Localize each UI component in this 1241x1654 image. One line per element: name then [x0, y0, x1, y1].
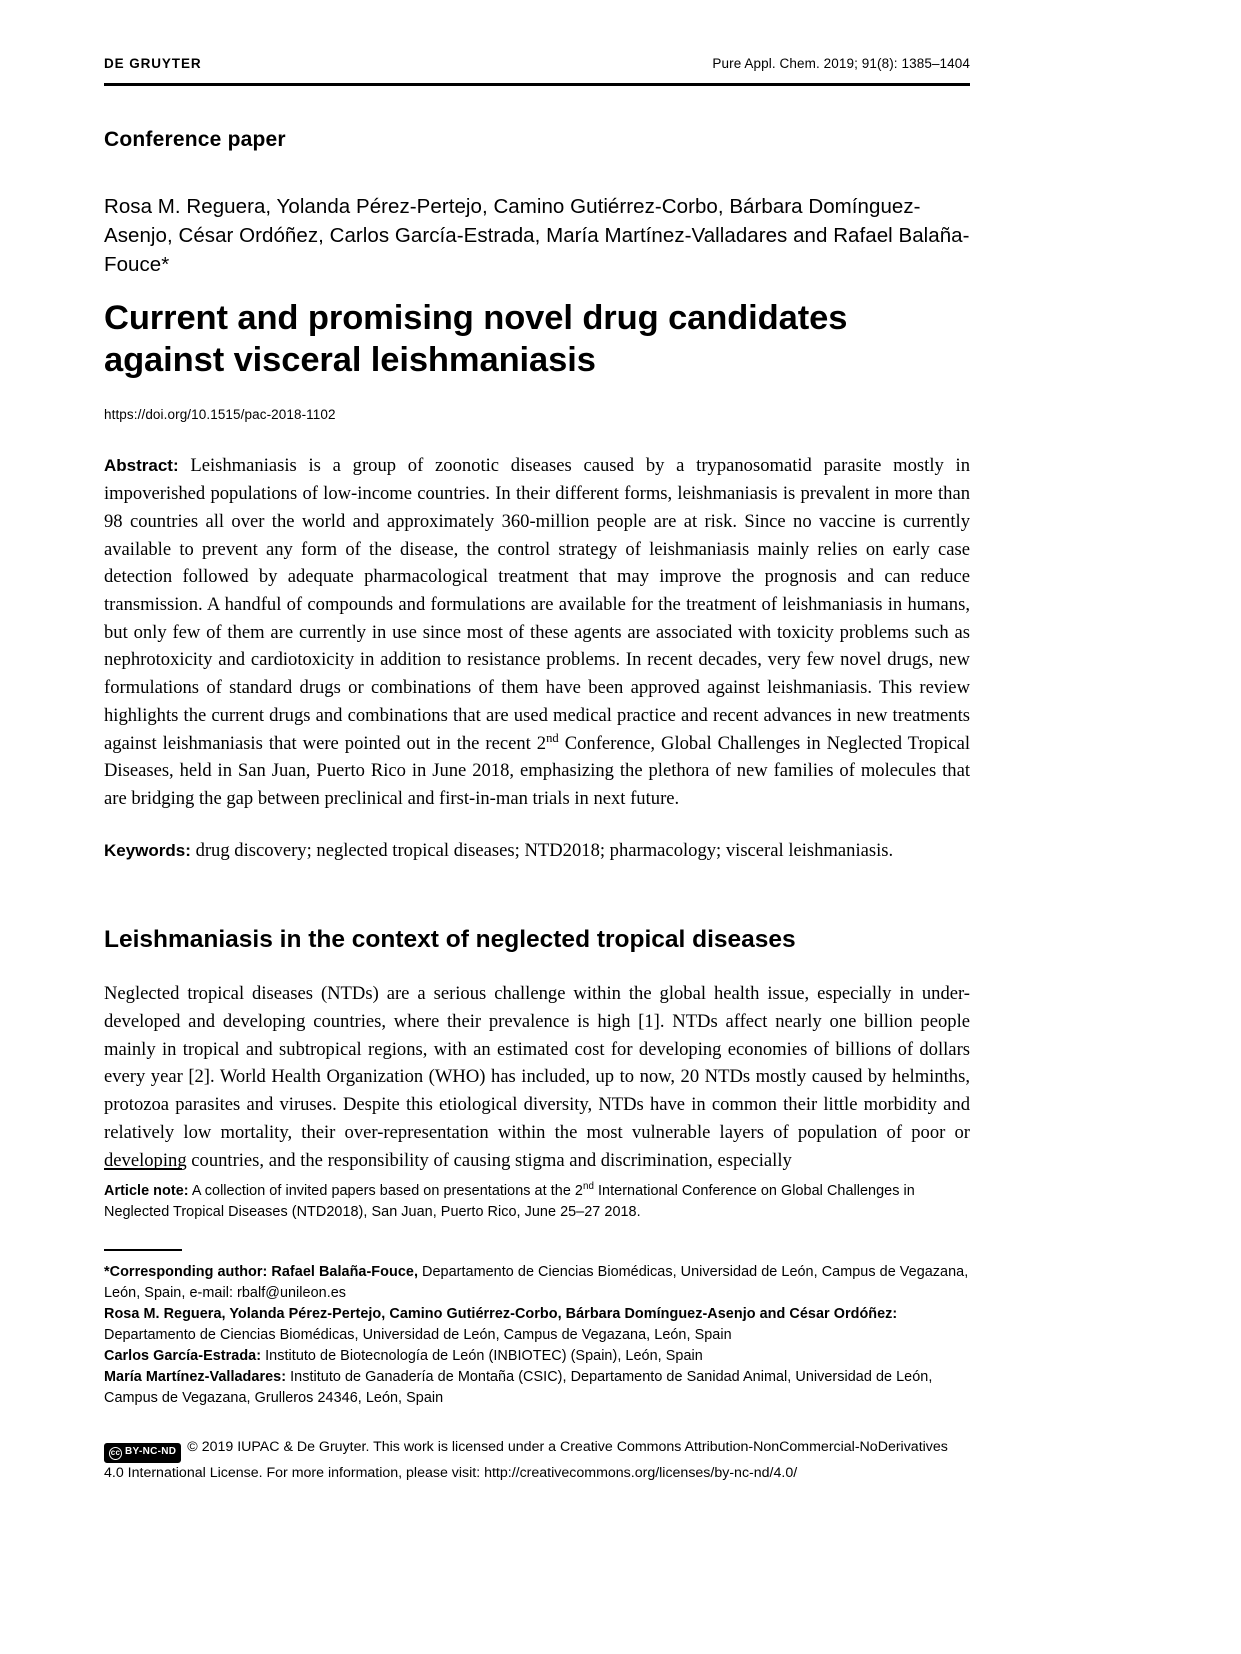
affiliation-3-text: Instituto de Ganadería de Montaña (CSIC), Departamento de Sanidad Animal, Universidad de León, Campus de Vegazana, Grulleros 24346, León, Spain — [104, 1369, 933, 1407]
corresponding-author — [104, 1262, 970, 1304]
article-note-superscript: nd — [582, 1181, 594, 1193]
cc-badge-text: BY-NC-ND — [125, 1446, 177, 1458]
publisher-logo: DE GRUYTER — [104, 56, 202, 71]
affiliation-2-text: Instituto de Biotecnología de León (INBIOTEC) (Spain), León, Spain — [261, 1348, 703, 1365]
article-note-text1: A collection of invited papers based on presentations at the 2 — [188, 1183, 583, 1199]
doi-link[interactable]: https://doi.org/10.1515/pac-2018-1102 — [104, 407, 336, 423]
affiliation-3-names: María Martínez-Valladares: — [104, 1369, 287, 1386]
corresponding-author-text: Departamento de Ciencias Biomédicas, Universidad de León, Campus de Vegazana, León, Spain, e-mail: rbalf@unileon.es — [104, 1264, 969, 1302]
affiliation-3 — [104, 1367, 970, 1409]
abstract-paragraph — [104, 452, 970, 812]
abstract-text-part2: Conference, Global Challenges in Neglected Tropical Diseases, held in San Juan, Puerto Rico in June 2018, emphasizing the plethora of new families of molecules that are bridging the gap between preclinical and first-in-man trials in next future. — [104, 732, 970, 809]
section-heading: Leishmaniasis in the context of neglected tropical diseases — [104, 926, 796, 954]
affiliations-divider — [104, 1249, 182, 1251]
running-head — [104, 56, 970, 71]
author-list: Rosa M. Reguera, Yolanda Pérez-Pertejo, Camino Gutiérrez-Corbo, Bárbara Domínguez-Asenjo, César Ordóñez, Carlos García-Estrada, María Martínez-Valladares and Rafael Balaña-Fouce* — [104, 195, 970, 277]
affiliation-1 — [104, 1304, 970, 1346]
article-note — [104, 1181, 970, 1223]
affiliation-1-names: Rosa M. Reguera, Yolanda Pérez-Pertejo, Camino Gutiérrez-Corbo, Bárbara Domínguez-Asenjo and César Ordóñez: — [104, 1306, 898, 1323]
article-note-label: Article note: — [104, 1183, 189, 1199]
affiliation-2-names: Carlos García-Estrada: — [104, 1348, 262, 1365]
section-paragraph: Neglected tropical diseases (NTDs) are a serious challenge within the global health issue, especially in under-developed and developing countries, where their prevalence is high [1]. NTDs affect nearly one billion people mainly in tropical and subtropical regions, with an estimated cost for developing economies of billions of dollars every year [2]. World Health Organization (WHO) has included, up to now, 20 NTDs mostly caused by helminths, protozoa parasites and viruses. Despite this etiological diversity, NTDs have in common their little morbidity and relatively low mortality, their over-representation within the most vulnerable layers of population of poor or developing countries, and the responsibility of causing stigma and discrimination, especially — [104, 983, 970, 1171]
license-text: © 2019 IUPAC & De Gruyter. This work is licensed under a Creative Commons Attribution-NonCommercial-NoDerivatives 4.0 International License. For more information, please visit: http://creativecommons.org/licenses/by-nc-nd/4.0/ — [104, 1439, 948, 1482]
keywords-label: Keywords: — [104, 840, 191, 860]
license-statement — [104, 1437, 970, 1484]
abstract-label: Abstract: — [104, 456, 179, 476]
keywords-text: drug discovery; neglected tropical diseases; NTD2018; pharmacology; visceral leishmaniasis. — [190, 839, 894, 861]
keywords-paragraph — [104, 837, 970, 865]
affiliations-block — [104, 1249, 970, 1409]
affiliation-1-text: Departamento de Ciencias Biomédicas, Universidad de León, Campus de Vegazana, León, Spain — [104, 1327, 732, 1344]
footnotes-area — [104, 1168, 970, 1484]
abstract-superscript: nd — [546, 730, 559, 745]
page-content — [104, 56, 970, 1174]
page-title: Current and promising novel drug candidates against visceral leishmaniasis — [104, 299, 848, 380]
article-type: Conference paper — [104, 128, 286, 151]
abstract-text-part1: Leishmaniasis is a group of zoonotic diseases caused by a trypanosomatid parasite mostly in impoverished populations of low-income countries. In their different forms, leishmaniasis is prevalent in more than 98 countries all over the world and approximately 360-million people are at risk. Since no vaccine is currently available to prevent any form of the disease, the control strategy of leishmaniasis mainly relies on early case detection followed by adequate pharmacological treatment that may improve the prognosis and can reduce transmission. A handful of compounds and formulations are available for the treatment of leishmaniasis in humans, but only few of them are currently in use since most of these agents are associated with toxicity problems such as nephrotoxicity and cardiotoxicity in addition to resistance problems. In recent decades, very few novel drugs, new formulations of standard drugs or combinations of them have been approved against leishmaniasis. This review highlights the current drugs and combinations that are used medical practice and recent advances in new treatments against leishmaniasis that were pointed out in the recent 2 — [104, 455, 970, 754]
footnote-divider — [104, 1168, 182, 1170]
affiliation-2 — [104, 1346, 970, 1367]
corresponding-author-label: *Corresponding author: Rafael Balaña-Fouce, — [104, 1264, 418, 1281]
header-divider — [104, 83, 970, 86]
article-note-text2: International Conference on Global Challenges in Neglected Tropical Diseases (NTD2018), San Juan, Puerto Rico, June 25–27 2018. — [104, 1183, 915, 1221]
journal-citation: Pure Appl. Chem. 2019; 91(8): 1385–1404 — [712, 56, 970, 71]
cc-circle-glyph: cc — [109, 1447, 122, 1460]
creative-commons-icon — [104, 1443, 181, 1463]
